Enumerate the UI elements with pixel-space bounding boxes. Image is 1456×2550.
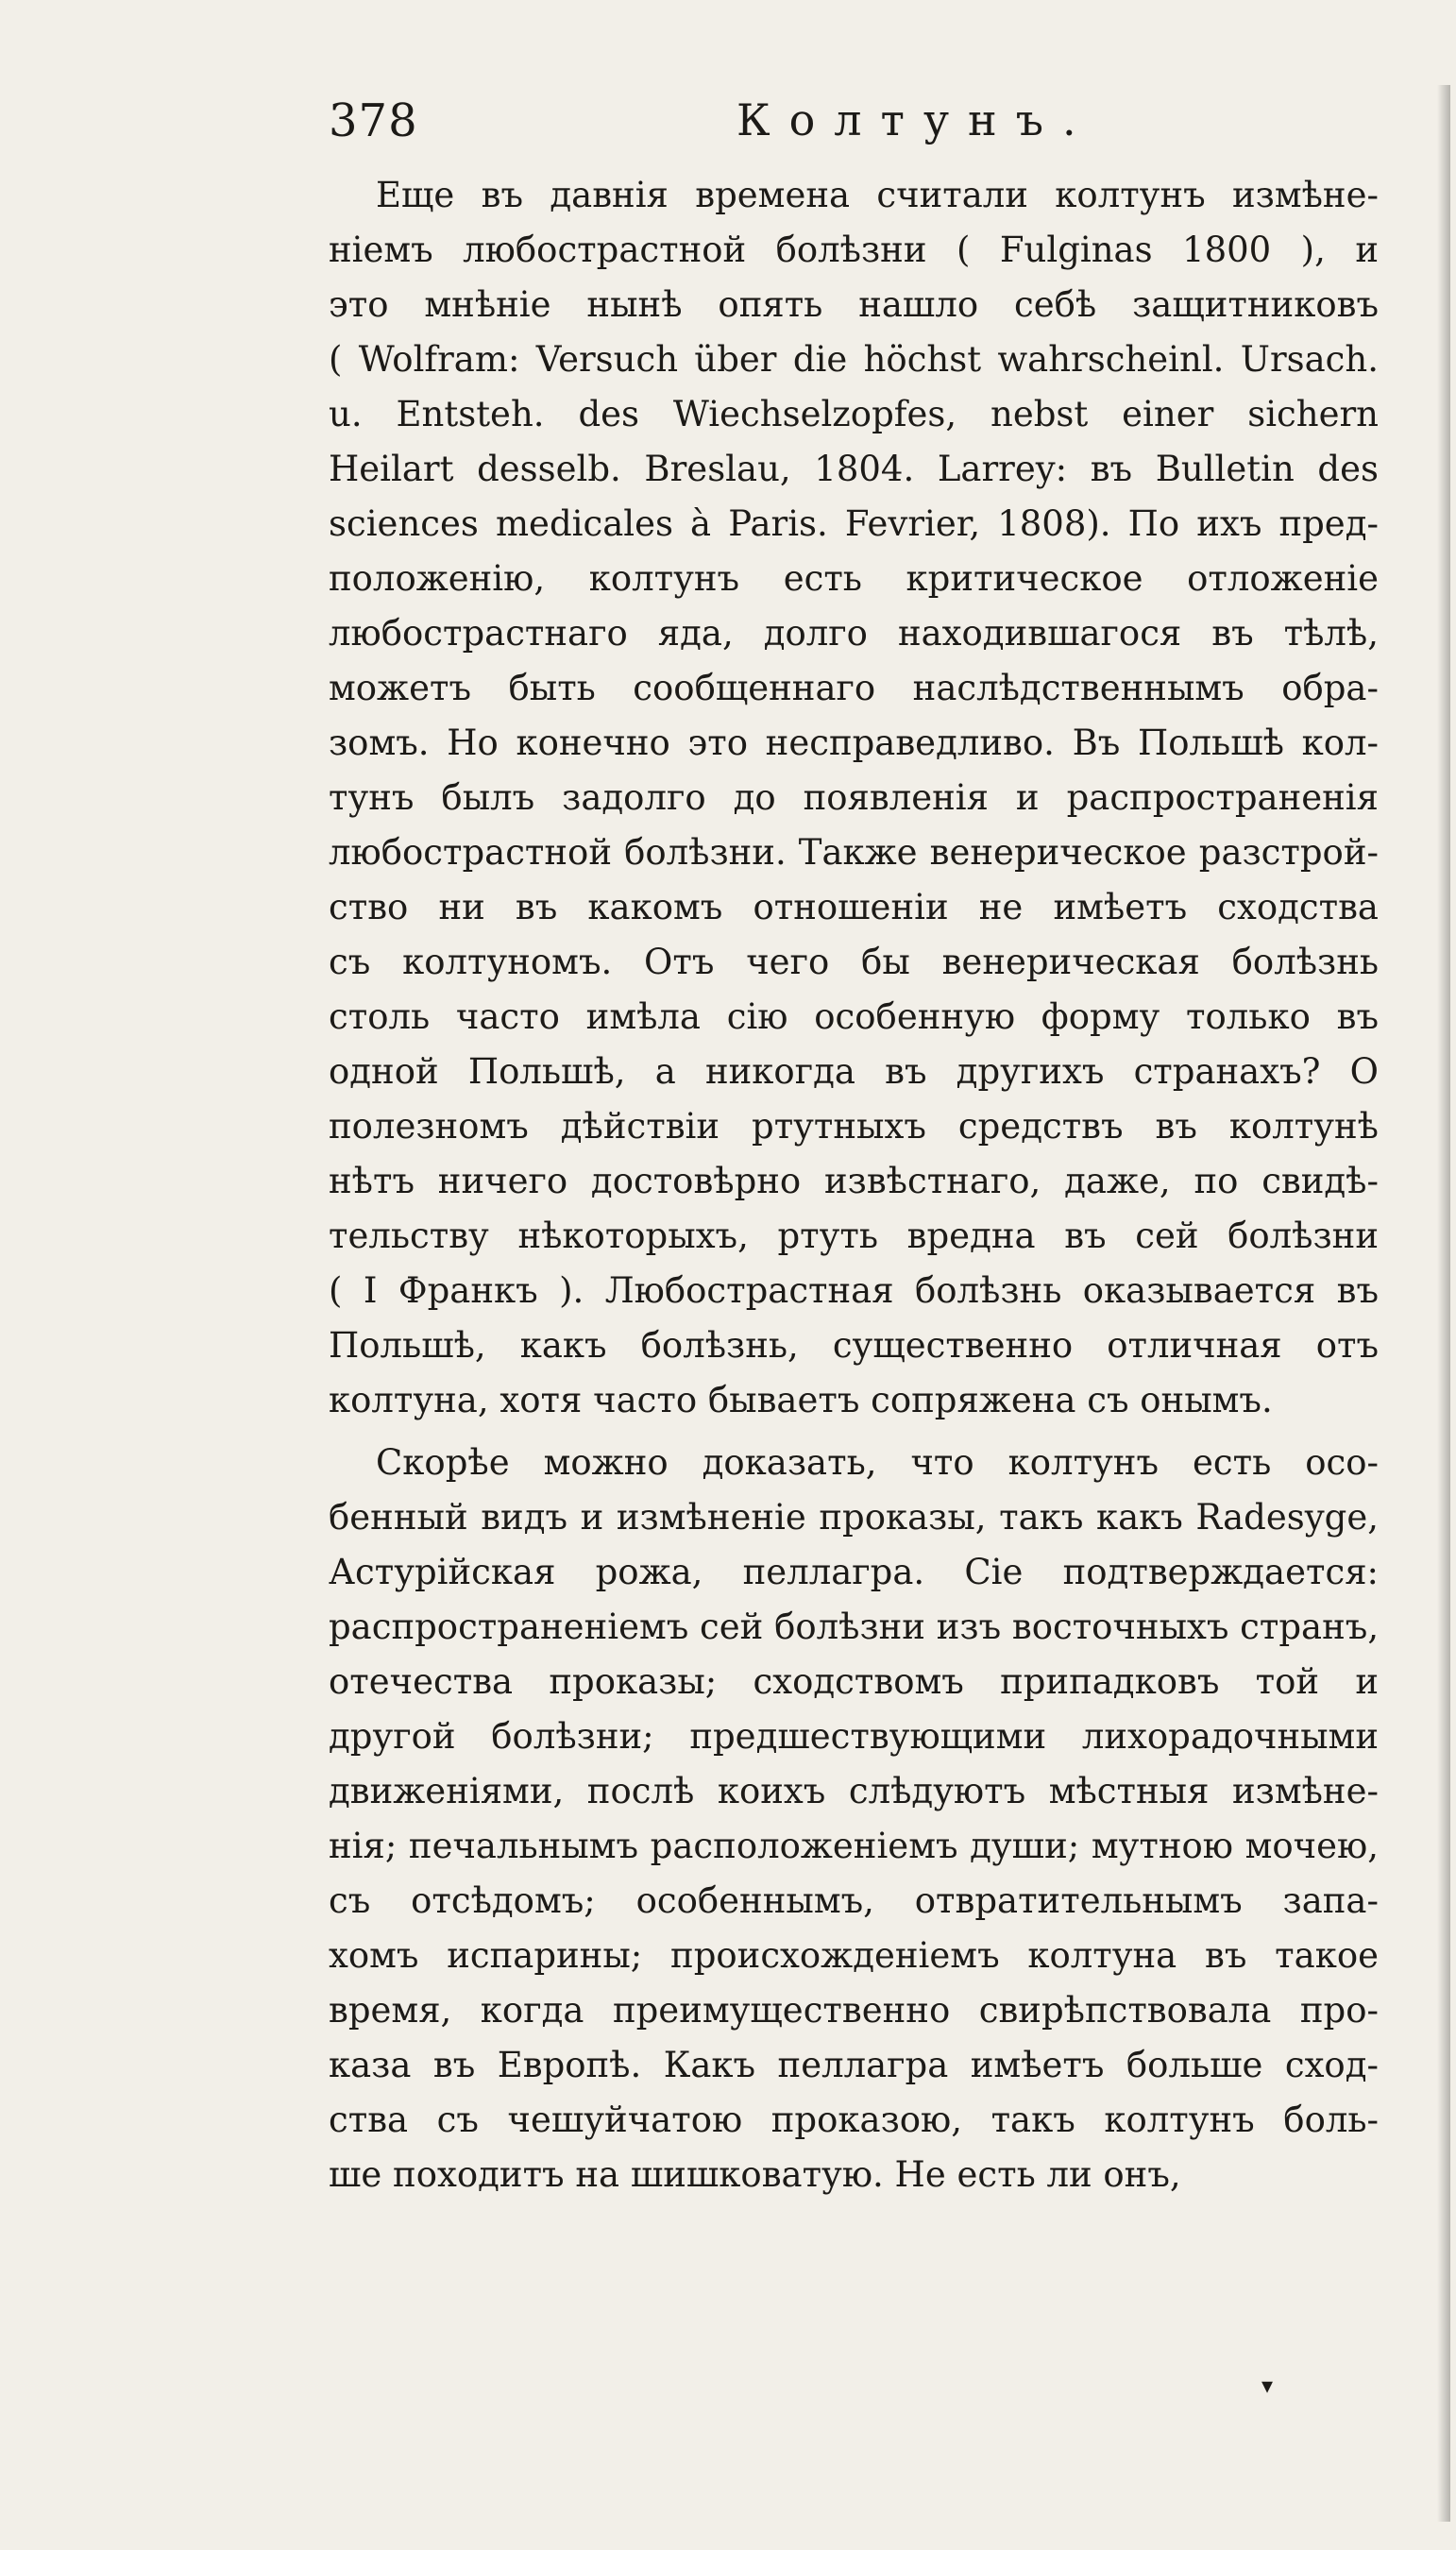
text-line: каза въ Европѣ. Какъ пеллагра имѣетъ больше сход- [329, 2045, 1379, 2085]
text-line: Астурійская рожа, пеллагра. Сіе подтверждается: [329, 1552, 1379, 1592]
text-line: другой болѣзни; предшествующими лихорадочными [329, 1716, 1379, 1757]
text-line: съ отсѣдомъ; особеннымъ, отвратительнымъ запа- [329, 1880, 1379, 1921]
page-edge-shadow [1437, 85, 1450, 2522]
text-line: движеніями, послѣ коихъ слѣдуютъ мѣстныя измѣне- [329, 1771, 1379, 1811]
text-line: ( I Франкъ ). Любострастная болѣзнь оказывается въ [329, 1270, 1379, 1311]
text-line: колтуна, хотя часто бываетъ сопряжена съ онымъ. [329, 1380, 1273, 1420]
text-line: любострастной болѣзни. Также венерическое разстрой- [329, 832, 1379, 873]
text-line: это мнѣніе нынѣ опять нашло себѣ защитниковъ [329, 284, 1379, 325]
text-line: бенный видъ и измѣненіе проказы, такъ какъ Radesyge, [329, 1497, 1379, 1538]
text-line: полезномъ дѣйствіи ртутныхъ средствъ въ колтунѣ [329, 1106, 1379, 1147]
text-line: нія; печальнымъ расположеніемъ души; мутною мочею, [329, 1826, 1379, 1866]
text-line: Скорѣе можно доказать, что колтунъ есть осо- [376, 1442, 1379, 1483]
text-line: любострастнаго яда, долго находившагося въ тѣлѣ, [329, 613, 1379, 654]
text-line: ства съ чешуйчатою проказою, такъ колтунъ боль- [329, 2100, 1379, 2140]
printer-mark: ▾ [1261, 2372, 1274, 2399]
text-line: тельству нѣкоторыхъ, ртуть вредна въ сей болѣзни [329, 1216, 1379, 1256]
text-line: ство ни въ какомъ отношеніи не имѣетъ сходства [329, 887, 1379, 927]
text-line: нѣтъ ничего достовѣрно извѣстнаго, даже, по свидѣ- [329, 1161, 1379, 1201]
text-line: тунъ былъ задолго до появленія и распространенія [329, 777, 1379, 818]
text-line: время, когда преимущественно свирѣпствовала про- [329, 1990, 1379, 2031]
text-line: ніемъ любострастной болѣзни ( Fulginas 1800 ), и [329, 230, 1379, 270]
text-line: Еще въ давнія времена считали колтунъ измѣне- [376, 175, 1379, 215]
text-line: зомъ. Но конечно это несправедливо. Въ Польшѣ кол- [329, 722, 1379, 763]
text-line: можетъ быть сообщеннаго наслѣдственнымъ обра- [329, 668, 1379, 708]
text-line: одной Польшѣ, а никогда въ другихъ странахъ? О [329, 1051, 1379, 1092]
text-line: съ колтуномъ. Отъ чего бы венерическая болѣзнь [329, 942, 1379, 982]
text-line: отечества проказы; сходствомъ припадковъ той и [329, 1661, 1379, 1702]
text-line: Польшѣ, какъ болѣзнь, существенно отличная отъ [329, 1325, 1379, 1366]
text-line: sciences medicales à Paris. Fevrier, 1808). По ихъ пред- [329, 503, 1379, 544]
text-line: хомъ испарины; происхожденіемъ колтуна въ такое [329, 1935, 1379, 1976]
text-line: распространеніемъ сей болѣзни изъ восточныхъ странъ, [329, 1606, 1380, 1647]
page-header [329, 94, 1367, 151]
running-title: Колтунъ. [736, 94, 1095, 145]
body-text [329, 168, 1379, 2202]
text-line: столь часто имѣла сію особенную форму только въ [329, 996, 1379, 1037]
page-number: 378 [329, 94, 418, 147]
text-line: ше походитъ на шишковатую. Не есть ли онъ, [329, 2154, 1181, 2195]
text-line: Heilart desselb. Breslau, 1804. Larrey: въ Bulletin des [329, 449, 1379, 489]
text-line: ( Wolfram: Versuch über die höchst wahrscheinl. Ursach. [329, 339, 1379, 380]
text-line: u. Entsteh. des Wiechselzopfes, nebst einer sichern [329, 394, 1379, 434]
text-line: положенію, колтунъ есть критическое отложеніе [329, 558, 1379, 599]
